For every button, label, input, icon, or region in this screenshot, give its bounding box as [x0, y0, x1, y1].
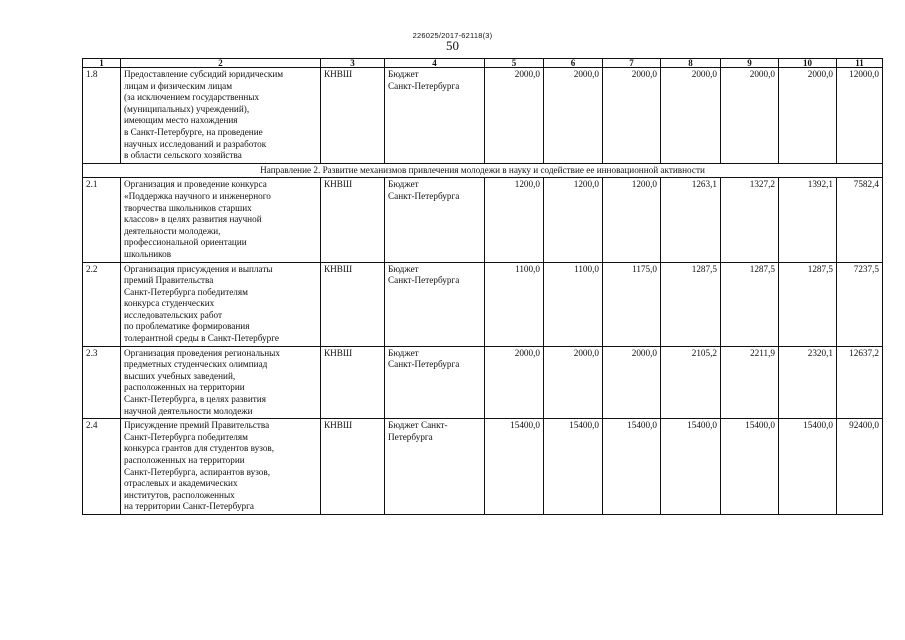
value-cell: 2105,2	[661, 346, 721, 419]
value-cell: 1200,0	[485, 178, 544, 262]
value-cell: 1287,5	[661, 262, 721, 346]
value-cell: 1263,1	[661, 178, 721, 262]
row-organization: КНВШ	[321, 346, 385, 419]
column-header: 6	[544, 59, 603, 68]
column-header: 8	[661, 59, 721, 68]
value-cell: 1200,0	[544, 178, 603, 262]
total-cell: 7237,5	[837, 262, 883, 346]
row-index: 2.2	[83, 262, 121, 346]
value-cell: 2000,0	[779, 68, 837, 164]
value-cell: 2000,0	[544, 346, 603, 419]
column-header: 4	[385, 59, 485, 68]
column-header: 2	[121, 59, 321, 68]
value-cell: 2320,1	[779, 346, 837, 419]
table-row	[83, 178, 883, 262]
row-organization: КНВШ	[321, 419, 385, 515]
value-cell: 2000,0	[603, 68, 661, 164]
column-header: 1	[83, 59, 121, 68]
total-cell: 12000,0	[837, 68, 883, 164]
row-organization: КНВШ	[321, 262, 385, 346]
row-funding-source: Бюджет Санкт- Петербурга	[385, 419, 485, 515]
row-funding-source: Бюджет Санкт-Петербурга	[385, 68, 485, 164]
value-cell: 15400,0	[544, 419, 603, 515]
row-funding-source: Бюджет Санкт-Петербурга	[385, 178, 485, 262]
column-header: 3	[321, 59, 385, 68]
value-cell: 15400,0	[721, 419, 779, 515]
value-cell: 15400,0	[779, 419, 837, 515]
total-cell: 7582,4	[837, 178, 883, 262]
row-description: Присуждение премий Правительства Санкт-Петербурга победителям конкурса грантов для студентов вузов, расположенных на территории Санкт-Петербурга, аспирантов вузов, отраслевых и академических институтов, расположенных на территории Санкт-Петербурга	[121, 419, 321, 515]
row-organization: КНВШ	[321, 68, 385, 164]
budget-table	[82, 58, 883, 515]
value-cell: 2000,0	[544, 68, 603, 164]
table-row	[83, 419, 883, 515]
value-cell: 1100,0	[485, 262, 544, 346]
value-cell: 2000,0	[721, 68, 779, 164]
column-header: 11	[837, 59, 883, 68]
row-index: 1.8	[83, 68, 121, 164]
column-header: 7	[603, 59, 661, 68]
row-funding-source: Бюджет Санкт-Петербурга	[385, 262, 485, 346]
row-funding-source: Бюджет Санкт-Петербурга	[385, 346, 485, 419]
value-cell: 1392,1	[779, 178, 837, 262]
value-cell: 2000,0	[485, 68, 544, 164]
value-cell: 15400,0	[485, 419, 544, 515]
value-cell: 1327,2	[721, 178, 779, 262]
value-cell: 1287,5	[779, 262, 837, 346]
table-row	[83, 262, 883, 346]
row-description: Организация и проведение конкурса «Поддержка научного и инженерного творчества школьников старших классов» в целях развития научной деятельности молодежи, профессиональной ориентации школьников	[121, 178, 321, 262]
table-row	[83, 346, 883, 419]
column-header: 10	[779, 59, 837, 68]
value-cell: 15400,0	[603, 419, 661, 515]
value-cell: 1175,0	[603, 262, 661, 346]
value-cell: 2000,0	[603, 346, 661, 419]
value-cell: 1200,0	[603, 178, 661, 262]
row-description: Организация присуждения и выплаты премий Правительства Санкт-Петербурга победителям конкурса студенческих исследовательских работ по проблематике формирования толерантной среды в Санкт-Петербурге	[121, 262, 321, 346]
page-number: 50	[446, 38, 459, 53]
row-organization: КНВШ	[321, 178, 385, 262]
column-header: 5	[485, 59, 544, 68]
value-cell: 15400,0	[661, 419, 721, 515]
total-cell: 92400,0	[837, 419, 883, 515]
section-row	[83, 163, 883, 178]
row-index: 2.4	[83, 419, 121, 515]
table-row	[83, 68, 883, 164]
column-header: 9	[721, 59, 779, 68]
section-title: Направление 2. Развитие механизмов привлечения молодежи в науку и содействие ее инновационной активности	[83, 163, 883, 178]
row-description: Организация проведения региональных предметных студенческих олимпиад высших учебных заведений, расположенных на территории Санкт-Петербурга, в целях развития научной деятельности молодежи	[121, 346, 321, 419]
value-cell: 1100,0	[544, 262, 603, 346]
value-cell: 2000,0	[485, 346, 544, 419]
document-number: 226025/2017-62118(3)	[412, 31, 493, 40]
row-description: Предоставление субсидий юридическим лицам и физическим лицам (за исключением государственных (муниципальных) учреждений), имеющим место нахождения в Санкт-Петербурге, на проведение научных исследований и разработок в области сельского хозяйства	[121, 68, 321, 164]
row-index: 2.1	[83, 178, 121, 262]
total-cell: 12637,2	[837, 346, 883, 419]
value-cell: 2211,9	[721, 346, 779, 419]
column-number-row	[83, 59, 883, 68]
value-cell: 2000,0	[661, 68, 721, 164]
row-index: 2.3	[83, 346, 121, 419]
value-cell: 1287,5	[721, 262, 779, 346]
